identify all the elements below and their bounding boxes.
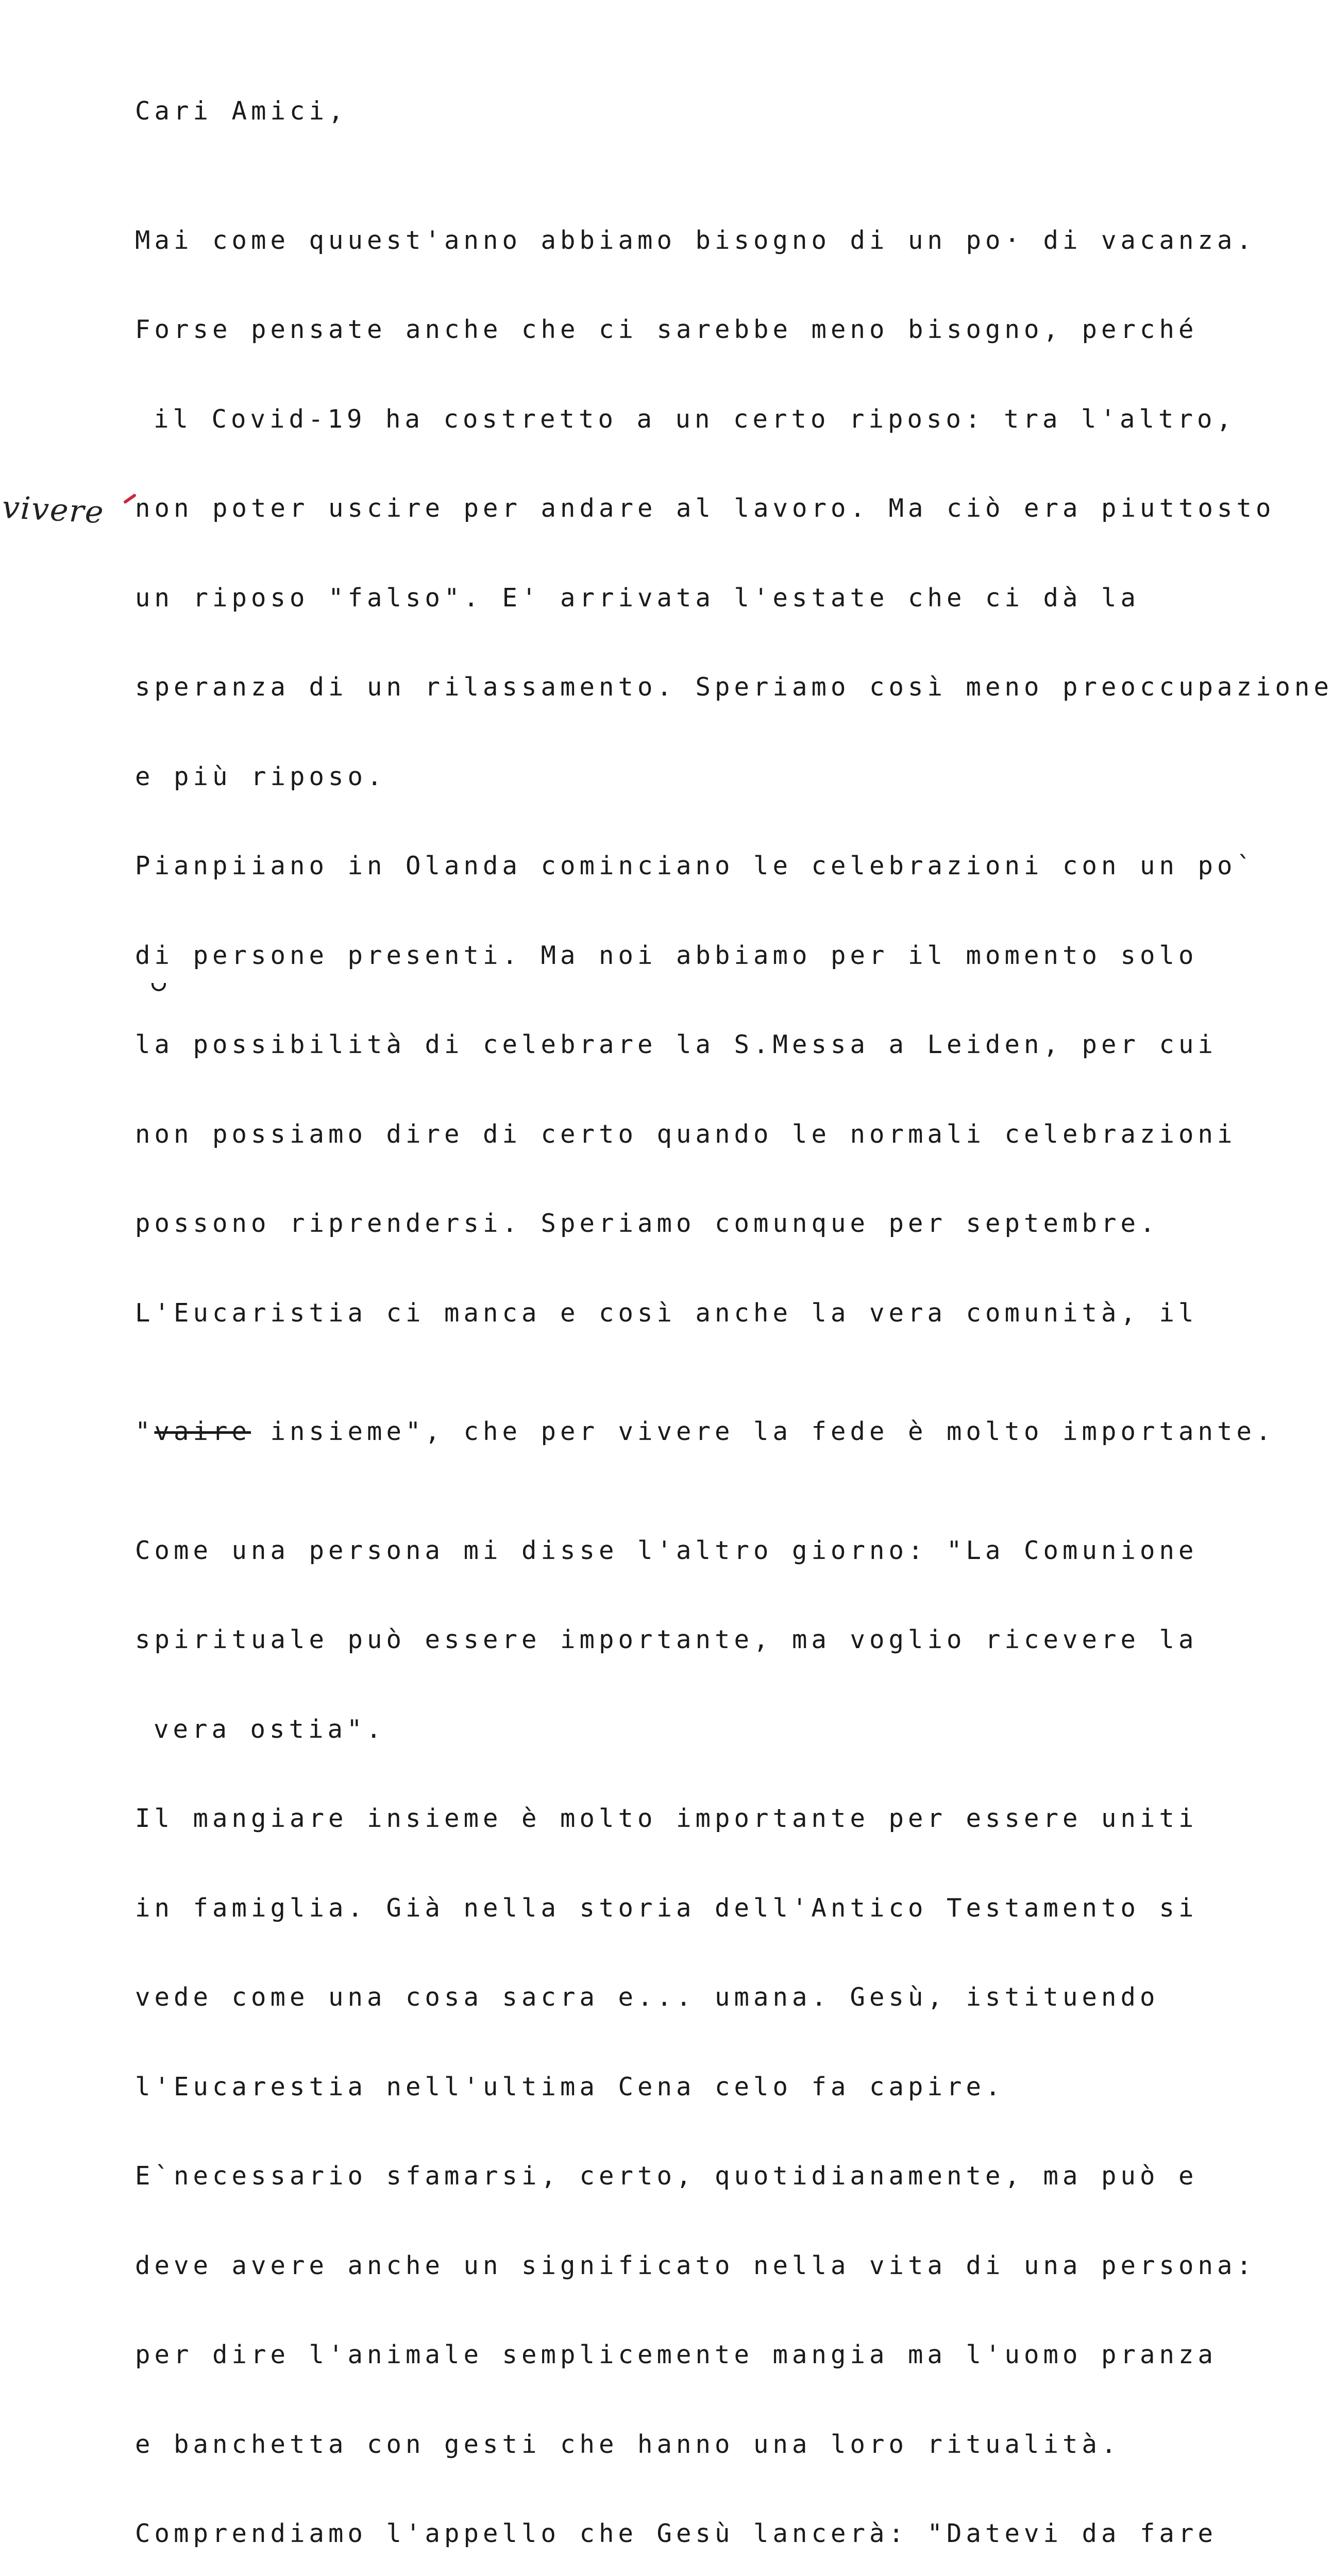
letter-line: di persone presenti. Ma noi abbiamo per il momento solo: [135, 940, 1198, 970]
letter-line: Mai come quuest'anno abbiamo bisogno di un po· di vacanza.: [135, 225, 1256, 255]
letter-line: speranza di un rilassamento. Speriamo così meno preoccupazione: [135, 672, 1333, 702]
letter-line: Il mangiare insieme è molto importante per essere uniti: [135, 1804, 1198, 1833]
letter-line: non possiamo dire di certo quando le normali celebrazioni: [135, 1119, 1237, 1149]
letter-line: l'Eucarestia nell'ultima Cena celo fa capire.: [135, 2072, 1005, 2102]
letter-line: in famiglia. Già nella storia dell'Antico Testamento si: [135, 1893, 1198, 1923]
letter-line: Come una persona mi disse l'altro giorno: "La Comunione: [135, 1535, 1198, 1565]
letter-line: vera ostia".: [154, 1714, 386, 1744]
letter-body: [135, 37, 1333, 2576]
greeting: Cari Amici,: [135, 96, 348, 126]
letter-line: Pianpiiano in Olanda cominciano le celebrazioni con un po`: [135, 851, 1256, 880]
letter-line: e banchetta con gesti che hanno una loro ritualità.: [135, 2429, 1121, 2459]
letter-line: e più riposo.: [135, 761, 386, 791]
letter-line: L'Eucaristia ci manca e così anche la vera comunità, il: [135, 1298, 1198, 1328]
letter-line: Forse pensate anche che ci sarebbe meno bisogno, perché: [135, 315, 1198, 344]
letter-line: deve avere anche un significato nella vita di una persona:: [135, 2250, 1256, 2280]
letter-line: spirituale può essere importante, ma voglio ricevere la: [135, 1625, 1198, 1654]
line-rest: insieme", che per vivere la fede è molto importante.: [251, 1417, 1275, 1446]
letter-line: il Covid-19 ha costretto a un certo riposo: tra l'altro,: [154, 404, 1236, 434]
struck-word: vaire: [154, 1417, 251, 1446]
open-quote: ": [135, 1417, 155, 1446]
letter-line: vede come una cosa sacra e... umana. Gesù, istituendo: [135, 1982, 1159, 2012]
letter-line: E`necessario sfamarsi, certo, quotidianamente, ma può e: [135, 2161, 1198, 2191]
handwritten-correction: vivere: [1, 489, 106, 531]
letter-line: possono riprendersi. Speriamo comunque per septembre.: [135, 1209, 1159, 1238]
letter-line: per dire l'animale semplicemente mangia ma l'uomo pranza: [135, 2340, 1218, 2369]
letter-line-corrected: [135, 1416, 1300, 1447]
letter-line: Comprendiamo l'appello che Gesù lancerà: "Datevi da fare: [135, 2519, 1218, 2548]
letter-line: la possibilità di celebrare la S.Messa a Leiden, per cui: [135, 1030, 1218, 1059]
letter-line: non poter uscire per andare al lavoro. Ma ciò era piuttosto: [135, 494, 1275, 523]
letter-line: un riposo "falso". E' arrivata l'estate che ci dà la: [135, 583, 1140, 613]
